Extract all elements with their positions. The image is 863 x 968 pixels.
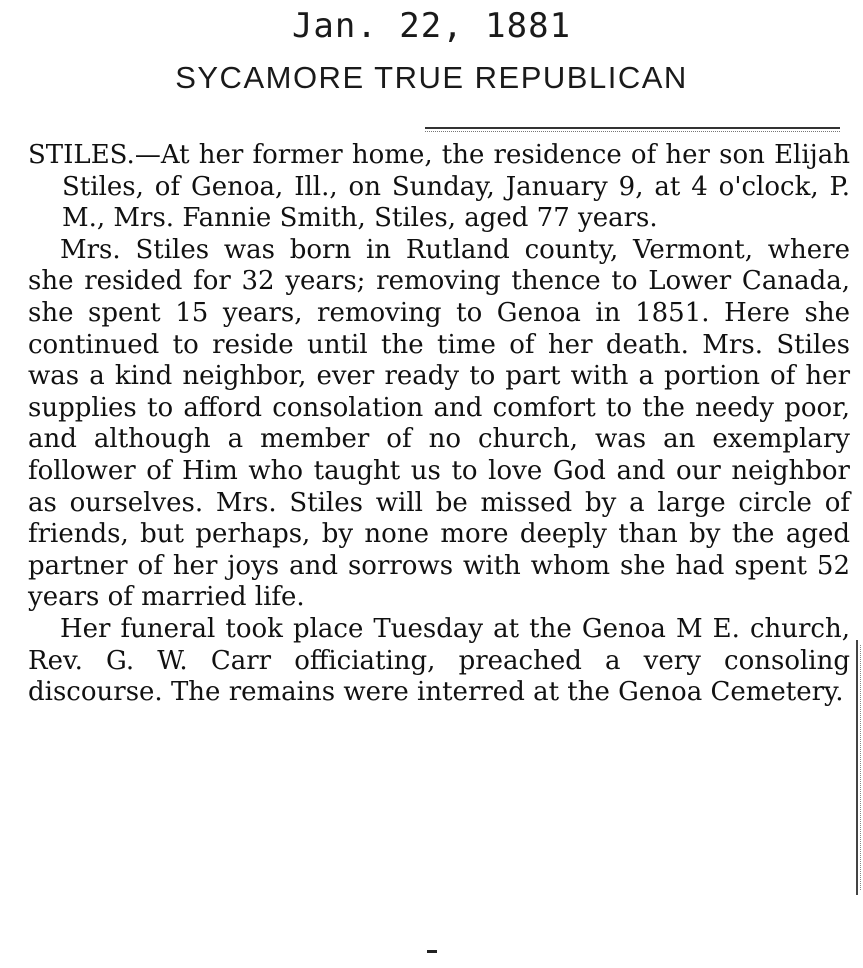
column-rule xyxy=(425,127,840,129)
obituary-body-paragraph: Mrs. Stiles was born in Rutland county, Vermont, where she resided for 32 years; removing thence to Lower Canada, she spent 15 years, removing to Genoa in 1851. Here she continued to reside until the time of her death. Mrs. Stiles was a kind neighbor, ever ready to part with a portion of her supplies to afford consolation and comfort to the needy poor, and although a member of no church, was an exemplary follower of Him who taught us to love God and our neighbor as ourselves. Mrs. Stiles will be missed by a large circle of friends, but perhaps, by none more deeply than by the aged partner of her joys and sorrows with whom she had spent 52 years of married life. xyxy=(28,234,850,613)
obituary-article xyxy=(28,140,850,709)
column-border-dotted xyxy=(860,645,861,890)
end-mark xyxy=(427,950,437,953)
column-rule-dotted xyxy=(425,131,840,132)
newspaper-name: SYCAMORE TRUE REPUBLICAN xyxy=(175,60,688,95)
clipping-date: Jan. 22, 1881 xyxy=(291,6,572,46)
obituary-funeral-paragraph: Her funeral took place Tuesday at the Genoa M E. church, Rev. G. W. Carr officiating, preached a very consoling discourse. The remains were interred at the Genoa Cemetery. xyxy=(28,613,850,708)
obituary-heading-paragraph: STILES.—At her former home, the residence of her son Elijah Stiles, of Genoa, Ill., on Sunday, January 9, at 4 o'clock, P. M., Mrs. Fannie Smith, Stiles, aged 77 years. xyxy=(28,140,850,234)
column-border xyxy=(856,640,858,895)
